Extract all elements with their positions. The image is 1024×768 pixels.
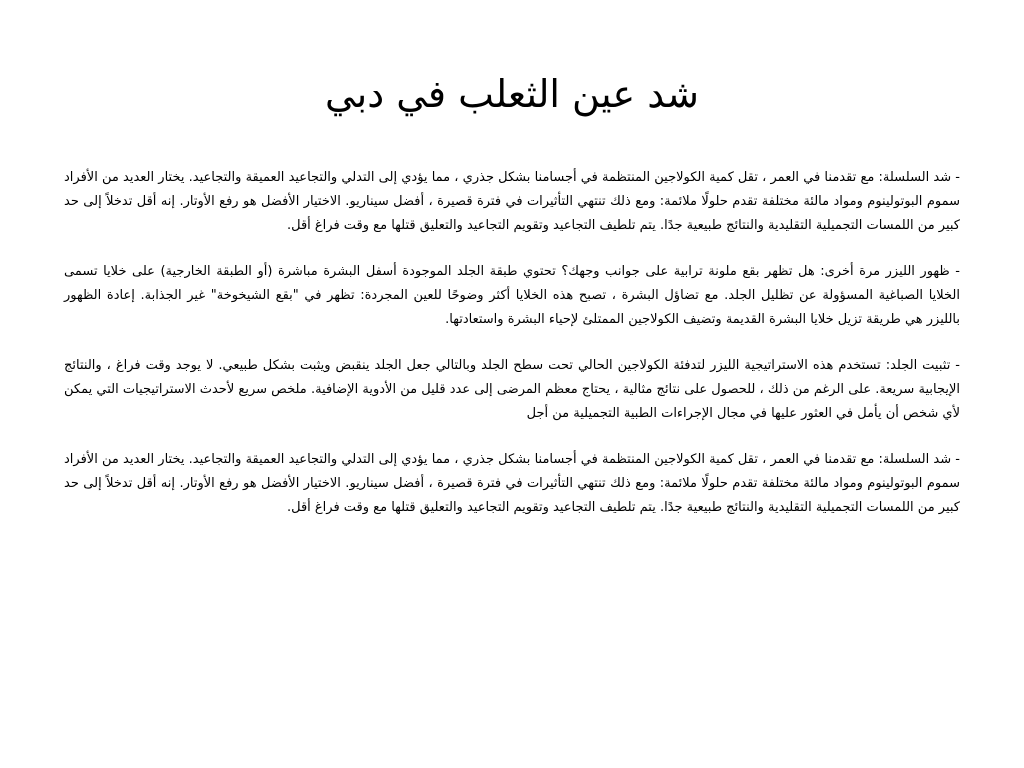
paragraph-string-lift: - شد السلسلة: مع تقدمنا في العمر ، تقل كمية الكولاجين المنتظمة في أجسامنا بشكل جذري ، مما يؤدي إلى التدلي والتجاعيد العميقة والتجاعيد. يختار العديد من الأفراد سموم البوتولينوم ومواد مالئة مختلفة تقدم حلولًا ملائمة: ومع ذلك تنتهي التأثيرات في فترة قصيرة ، أفضل سيناريو. الاختيار الأفضل هو رفع الأوتار. إنه أقل تدخلاً إلى حد كبير من اللمسات التجميلية التقليدية والنتائج طبيعية جدًا. يتم تلطيف التجاعيد وتقويم التجاعيد والتعليق قتلها مع وقت فراغ أقل. xyxy=(64,170,960,233)
slide-body xyxy=(64,166,960,542)
paragraph-string-lift-repeat: - شد السلسلة: مع تقدمنا في العمر ، تقل كمية الكولاجين المنتظمة في أجسامنا بشكل جذري ، مما يؤدي إلى التدلي والتجاعيد العميقة والتجاعيد. يختار العديد من الأفراد سموم البوتولينوم ومواد مالئة مختلفة تقدم حلولًا ملائمة: ومع ذلك تنتهي التأثيرات في فترة قصيرة ، أفضل سيناريو. الاختيار الأفضل هو رفع الأوتار. إنه أقل تدخلاً إلى حد كبير من اللمسات التجميلية التقليدية والنتائج طبيعية جدًا. يتم تلطيف التجاعيد وتقويم التجاعيد والتعليق قتلها مع وقت فراغ أقل. xyxy=(64,452,960,515)
slide-title: شد عين الثعلب في دبي xyxy=(324,72,699,116)
paragraph-laser-resurfacing: - ظهور الليزر مرة أخرى: هل تظهر بقع ملونة ترابية على جوانب وجهك؟ تحتوي طبقة الجلد الموجودة أسفل البشرة مباشرة (أو الطبقة الخارجية) على خلايا تسمى الخلايا الصباغية المسؤولة عن تظليل الجلد. مع تضاؤل البشرة ، تصبح هذه الخلايا أكثر وضوحًا للعين المجردة: تظهر في "بقع الشيخوخة" غير الجذابة. إعادة الظهور بالليزر هي طريقة تزيل خلايا البشرة القديمة وتضيف الكولاجين الممتلئ لإحياء البشرة واستعادتها. xyxy=(64,264,960,327)
paragraph-skin-tightening: - تثبيت الجلد: تستخدم هذه الاستراتيجية الليزر لتدفئة الكولاجين الحالي تحت سطح الجلد وبالتالي جعل الجلد ينقبض ويثبت بشكل طبيعي. لا يوجد وقت فراغ ، والنتائج الإيجابية سريعة. على الرغم من ذلك ، للحصول على نتائج مثالية ، يحتاج معظم المرضى إلى عدد قليل من الأدوية الإضافية. ملخص سريع لأحدث الاستراتيجيات التي يمكن لأي شخص أن يأمل في العثور عليها في مجال الإجراءات الطبية التجميلية من أجل xyxy=(64,358,960,421)
